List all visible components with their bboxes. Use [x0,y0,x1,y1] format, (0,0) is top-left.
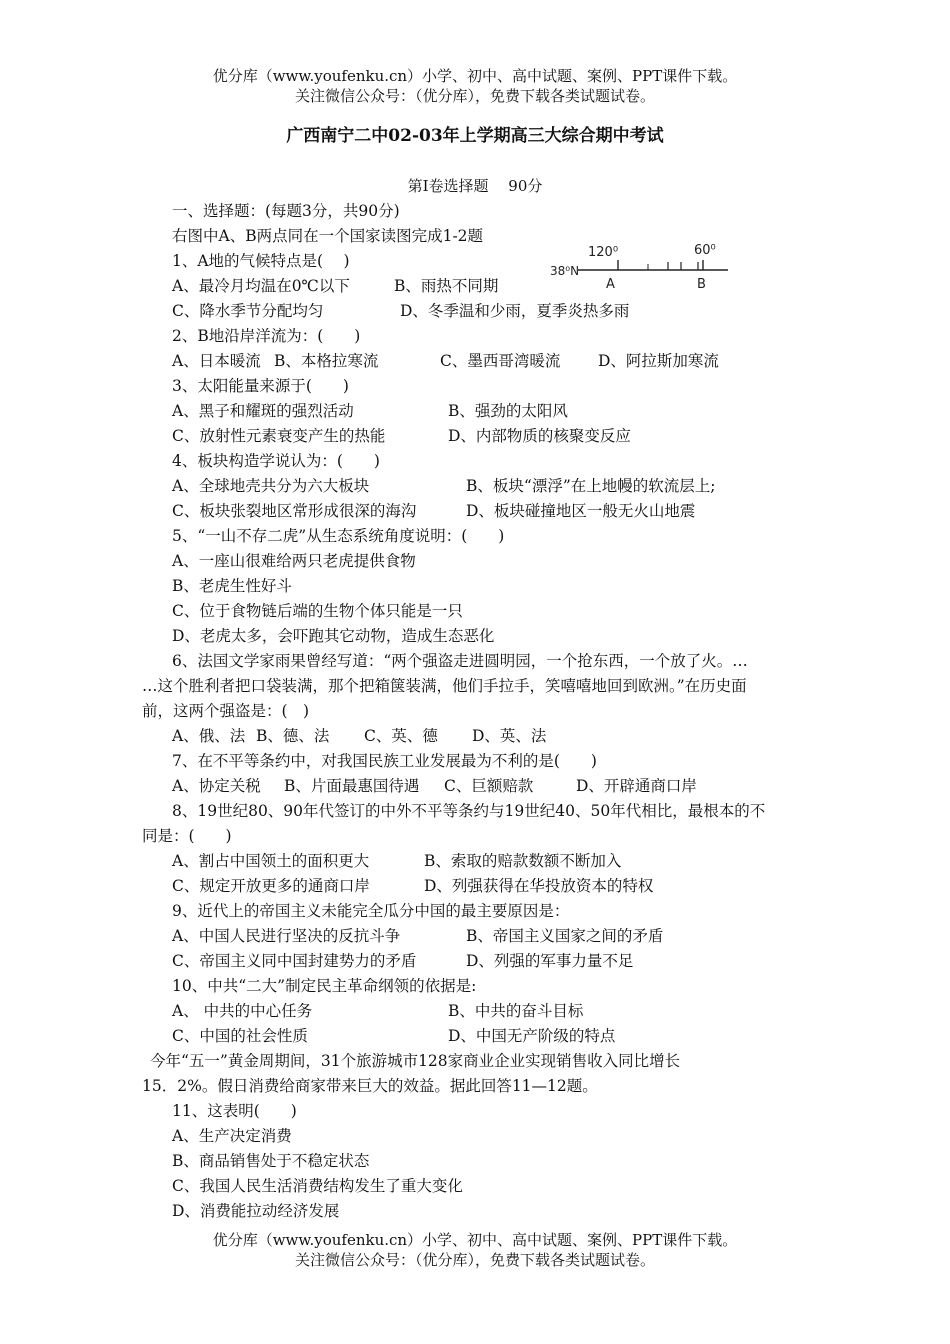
q9-option-d: D、列强的军事力量不足 [466,952,634,970]
q1-options-row1 [172,275,498,297]
part-heading: 一、选择题：(每题3分，共90分) [172,202,400,220]
q2-option-c: C、墨西哥湾暖流 [440,352,561,370]
q3-option-c: C、放射性元素衰变产生的热能 [172,427,386,445]
q7-stem: 7、在不平等条约中，对我国民族工业发展最为不利的是( ) [172,752,597,770]
q1-options-row2 [172,300,629,322]
q8-line-2: 同是：( ) [142,827,232,845]
section-title: 第Ⅰ卷选择题 90分 [407,177,543,195]
q10-options-row2 [172,1025,615,1047]
q6-option-c: C、英、德 [364,727,438,745]
footer-line-2: 关注微信公众号：（优分库），免费下载各类试题试卷。 [294,1251,655,1269]
header-line-2: 关注微信公众号：（优分库），免费下载各类试题试卷。 [294,87,655,105]
q7-options [172,775,697,797]
q3-options-row1 [172,400,568,422]
q1-option-d: D、冬季温和少雨，夏季炎热多雨 [400,302,630,320]
q5-option-a: A、一座山很难给两只老虎提供食物 [172,552,416,570]
q8-option-d: D、列强获得在华投放资本的特权 [424,877,654,895]
q6-option-d: D、英、法 [472,727,547,745]
q3-option-a: A、黑子和耀斑的强烈活动 [172,402,354,420]
q4-option-c: C、板块张裂地区常形成很深的海沟 [172,502,417,520]
q10-option-a: A、 中共的中心任务 [172,1002,313,1020]
q10-option-c: C、中国的社会性质 [172,1027,308,1045]
map-intro: 右图中A、B两点同在一个国家读图完成1-2题 [172,227,484,245]
q11-option-a: A、生产决定消费 [172,1127,292,1145]
longitude-left-label: 120⁰ [588,245,619,260]
q11-option-c: C、我国人民生活消费结构发生了重大变化 [172,1177,463,1195]
q6-option-b: B、德、法 [256,727,330,745]
q9-option-c: C、帝国主义同中国封建势力的矛盾 [172,952,417,970]
q4-options-row1 [172,475,715,497]
q9-options-row1 [172,925,663,947]
q5-option-c: C、位于食物链后端的生物个体只能是一只 [172,602,463,620]
q7-option-a: A、协定关税 [172,777,261,795]
latitude-label: 38⁰N [550,264,580,278]
q8-option-a: A、割占中国领土的面积更大 [172,852,370,870]
q6-line-1: 6、法国文学家雨果曾经写道：“两个强盗走进圆明园，一个抢东西，一个放了火。… [172,652,748,670]
q11-option-b: B、商品销售处于不稳定状态 [172,1152,370,1170]
q4-options-row2 [172,500,695,522]
q8-option-c: C、规定开放更多的通商口岸 [172,877,370,895]
passage-line-1: 今年“五一”黄金周期间，31个旅游城市128家商业企业实现销售收入同比增长 [150,1052,681,1070]
q1-option-b: B、雨热不同期 [394,277,499,295]
q10-option-b: B、中共的奋斗目标 [448,1002,584,1020]
q7-option-d: D、开辟通商口岸 [576,777,697,795]
q8-options-row1 [172,850,621,872]
q9-option-a: A、中国人民进行坚决的反抗斗争 [172,927,401,945]
q6-options [172,725,546,747]
q5-option-b: B、老虎生性好斗 [172,577,292,595]
q7-option-c: C、巨额赔款 [444,777,534,795]
page-title: 广西南宁二中02-03年上学期高三大综合期中考试 [286,126,664,146]
q6-line-3: 前，这两个强盗是：( ) [142,702,310,720]
point-b-label: B [697,277,706,292]
header-line-1: 优分库（www.youfenku.cn）小学、初中、高中试题、案例、PPT课件下载。 [212,67,738,85]
q5-option-d: D、老虎太多，会吓跑其它动物，造成生态恶化 [172,627,495,645]
q10-option-d: D、中国无产阶级的特点 [448,1027,616,1045]
q4-option-a: A、全球地壳共分为六大板块 [172,477,370,495]
q2-option-d: D、阿拉斯加寒流 [598,352,719,370]
q9-option-b: B、帝国主义国家之间的矛盾 [466,927,664,945]
q1-stem: 1、A地的气候特点是( ) [172,252,350,270]
q3-stem: 3、太阳能量来源于( ) [172,377,349,395]
q9-options-row2 [172,950,633,972]
q1-option-c: C、降水季节分配均匀 [172,302,324,320]
longitude-right-label: 60⁰ [694,243,716,258]
q3-options-row2 [172,425,631,447]
q6-option-a: A、俄、法 [172,727,246,745]
q3-option-d: D、内部物质的核聚变反应 [448,427,631,445]
point-a-label: A [606,277,615,292]
q4-option-b: B、板块“漂浮”在上地幔的软流层上; [466,477,716,495]
q11-option-d: D、消费能拉动经济发展 [172,1202,340,1220]
q2-stem: 2、B地沿岸洋流为：( ) [172,327,361,345]
q5-stem: 5、“一山不存二虎”从生态系统角度说明：( ) [172,527,505,545]
q2-option-a: A、日本暖流 [172,352,261,370]
q2-option-b: B、本格拉寒流 [274,352,379,370]
q9-stem: 9、近代上的帝国主义未能完全瓜分中国的最主要原因是： [172,902,570,920]
q8-line-1: 8、19世纪80、90年代签订的中外不平等条约与19世纪40、50年代相比，最根本的不 [172,802,766,820]
q8-option-b: B、索取的赔款数额不断加入 [424,852,622,870]
q3-option-b: B、强劲的太阳风 [448,402,568,420]
passage-line-2: 15．2%。假日消费给商家带来巨大的效益。据此回答11—12题。 [142,1077,598,1095]
q7-option-b: B、片面最惠国待遇 [284,777,420,795]
map-figure [548,236,738,294]
q2-options [172,350,719,372]
q10-stem: 10、中共“二大”制定民主革命纲领的依据是: [172,977,477,995]
q4-stem: 4、板块构造学说认为：( ) [172,452,380,470]
footer-line-1: 优分库（www.youfenku.cn）小学、初中、高中试题、案例、PPT课件下载。 [212,1231,738,1249]
q10-options-row1 [172,1000,583,1022]
q6-line-2: …这个胜利者把口袋装满，那个把箱箧装满，他们手拉手，笑嘻嘻地回到欧洲。”在历史面 [142,677,747,695]
q1-option-a: A、最冷月均温在0℃以下 [172,277,350,295]
q11-stem: 11、这表明( ) [172,1102,297,1120]
q4-option-d: D、板块碰撞地区一般无火山地震 [466,502,696,520]
q8-options-row2 [172,875,653,897]
